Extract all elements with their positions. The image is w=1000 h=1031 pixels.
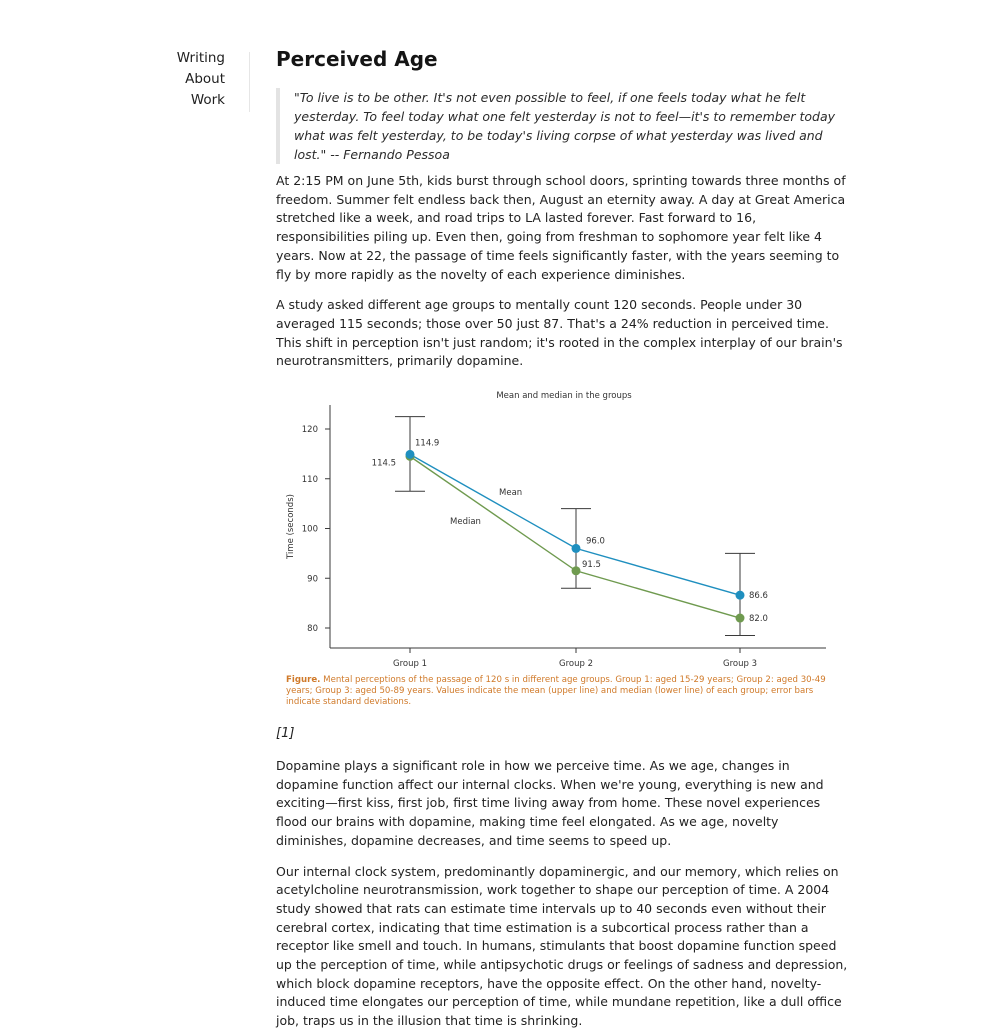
nav-writing-link[interactable]: Writing	[176, 50, 225, 66]
x-tick-label: Group 2	[559, 659, 593, 669]
reference-link[interactable]: [1]	[276, 726, 295, 741]
median-data-label: 91.5	[582, 559, 601, 570]
median-data-label: 114.5	[371, 458, 396, 469]
mean-data-label: 86.6	[749, 591, 768, 602]
y-tick-label: 120	[301, 425, 318, 435]
y-axis-label: Time (seconds)	[286, 494, 296, 559]
mean-data-label: 96.0	[586, 536, 605, 547]
epigraph-quote: "To live is to be other. It's not even possible to feel, if one feels today what he felt yesterday. To feel today what one felt yesterday is not to feel—it's to remember today what was felt yesterday, to be today's living corpse of what yesterday was lived and lost." -- Fernando Pessoa	[276, 88, 848, 164]
median-data-label: 82.0	[749, 614, 768, 625]
median-point	[572, 566, 581, 575]
median-series-label: Median	[450, 517, 481, 527]
site-nav	[150, 48, 225, 111]
y-tick-label: 110	[301, 474, 318, 485]
median-point	[736, 614, 745, 623]
x-tick-label: Group 1	[393, 659, 427, 669]
x-tick-label: Group 3	[723, 659, 757, 669]
y-tick-label: 90	[307, 574, 318, 585]
mean-series-label: Mean	[499, 488, 523, 498]
dopamine-paragraph: Dopamine plays a significant role in how we perceive time. As we age, changes in dopamine function affect our internal clocks. When we're young, everything is new and exciting—first kiss, first job, first time living away from home. These novel experiences flood our brains with dopamine, making time feel elongated. As we age, novelty diminishes, dopamine decreases, and time seems to speed up.	[276, 758, 824, 848]
mean-data-label: 114.9	[415, 438, 440, 449]
figure-caption-label: Figure.	[286, 675, 321, 685]
page-title: Perceived Age	[276, 47, 438, 71]
intro-paragraph: At 2:15 PM on June 5th, kids burst through school doors, sprinting towards three months of freedom. Summer felt endless back then, August an eternity away. A day at Great America stretched like a week, and road trips to LA lasted forever. Fast forward to 16, responsibilities piling up. Even then, going from freshman to sophomore year felt like 4 years. Now at 22, the passage of time feels significantly faster, with the years seeming to fly by more rapidly as the novelty of each experience diminishes.	[276, 173, 846, 282]
line-chart	[276, 380, 848, 670]
article	[276, 44, 848, 371]
figure-caption	[286, 675, 831, 708]
mean-point	[406, 450, 415, 459]
nav-about-link[interactable]: About	[185, 71, 225, 87]
mean-point	[572, 544, 581, 553]
internal-clock-paragraph: Our internal clock system, predominantly dopaminergic, and our memory, which relies on acetylcholine neurotransmission, work together to shape our perception of time. A 2004 study showed that rats can estimate time intervals up to 40 seconds even without their cerebral cortex, indicating that time estimation is a subcortical process rather than a receptor like smell and touch. In humans, stimulants that boost dopamine function speed up the perception of time, while antipsychotic drugs or feelings of sadness and depression, which block dopamine receptors, have the opposite effect. On the other hand, novelty-induced time elongates our perception of time, while mundane repetition, like a dull office job, traps us in the illusion that time is shrinking.	[276, 863, 848, 1029]
figure-caption-text: Mental perceptions of the passage of 120 s in different age groups. Group 1: aged 15-29 years; Group 2: aged 30-49 years; Group 3: aged 50-89 years. Values indicate the mean (upper line) and median (lower line) of each group; error bars indicate standard deviations.	[286, 675, 826, 707]
nav-work-link[interactable]: Work	[190, 92, 225, 108]
study-paragraph: A study asked different age groups to mentally count 120 seconds. People under 30 averaged 115 seconds; those over 50 just 87. That's a 24% reduction in perceived time. This shift in perception isn't just random; it's rooted in the complex interplay of our brain's neurotransmitters, primarily dopamine.	[276, 297, 843, 369]
nav-divider	[249, 52, 250, 112]
median-line	[410, 456, 740, 618]
y-tick-label: 80	[307, 624, 318, 634]
figure	[276, 380, 848, 715]
mean-point	[736, 591, 745, 600]
y-tick-label: 100	[301, 524, 318, 535]
chart-title: Mean and median in the groups	[496, 391, 632, 401]
lower-section	[276, 757, 848, 1031]
